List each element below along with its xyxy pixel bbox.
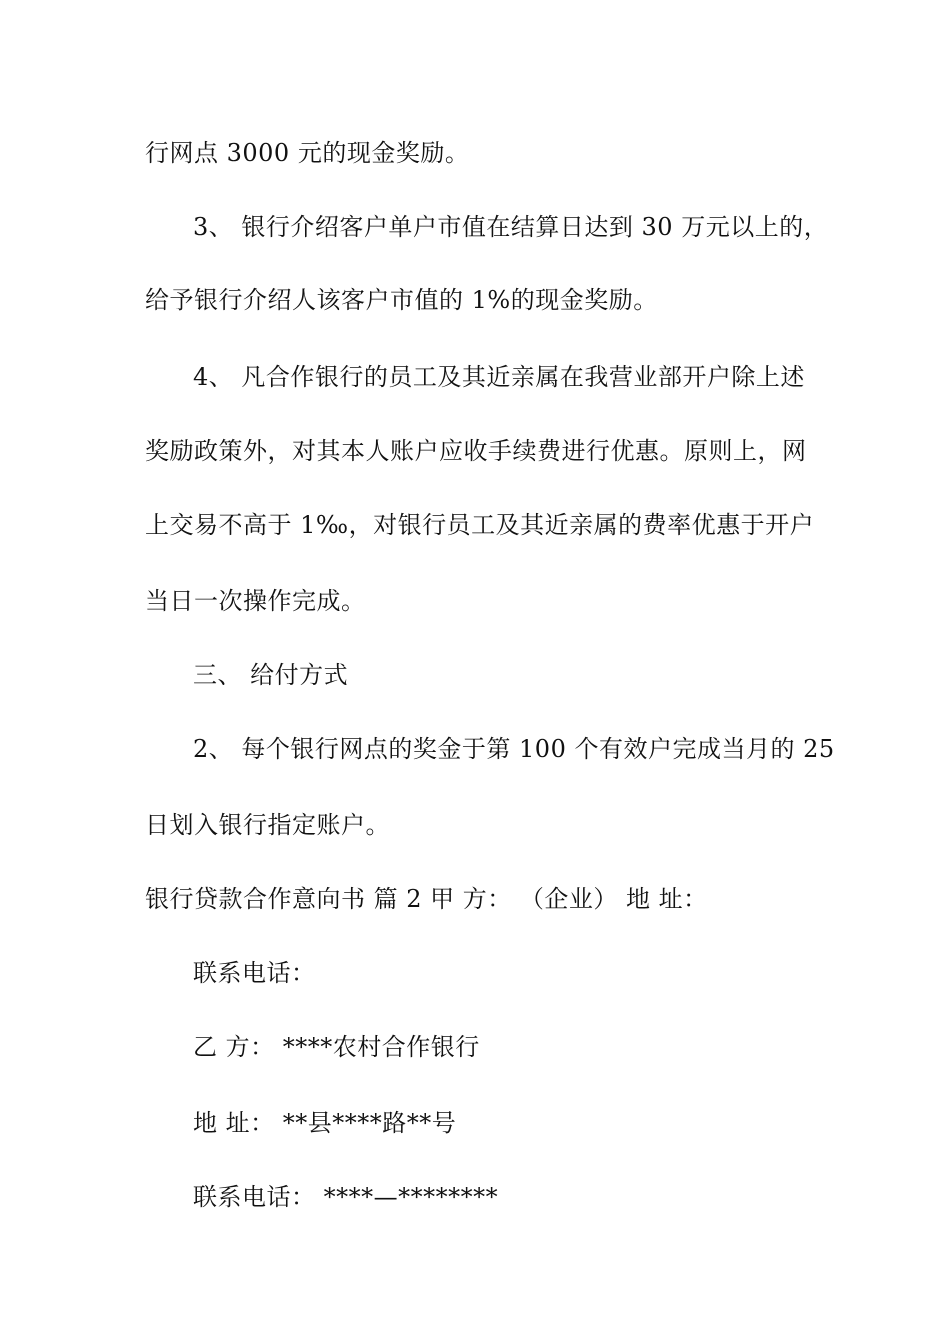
party-b-address: 地 址： **县****路**号 [193,1109,457,1137]
paragraph-line-9: 2、 每个银行网点的奖金于第 100 个有效户完成当月的 25 [193,735,835,763]
section-heading-payment: 三、 给付方式 [193,661,349,689]
party-a-phone-label: 联系电话： [193,959,316,987]
paragraph-line-4: 4、 凡合作银行的员工及其近亲属在我营业部开户除上述 [193,363,805,391]
paragraph-line-10: 日划入银行指定账户。 [145,811,390,839]
paragraph-line-3: 给予银行介绍人该客户市值的 1%的现金奖励。 [145,286,658,314]
paragraph-line-2: 3、 银行介绍客户单户市值在结算日达到 30 万元以上的， [193,213,829,241]
party-b-name: 乙 方： ****农村合作银行 [193,1033,480,1061]
paragraph-line-7: 当日一次操作完成。 [145,587,366,615]
paragraph-line-1: 行网点 3000 元的现金奖励。 [145,139,470,167]
party-b-phone: 联系电话： ****—******** [193,1183,499,1211]
document-title-line: 银行贷款合作意向书 篇 2 甲 方： （企业） 地 址： [145,885,708,913]
paragraph-line-5: 奖励政策外，对其本人账户应收手续费进行优惠。原则上，网 [145,437,807,465]
paragraph-line-6: 上交易不高于 1‰，对银行员工及其近亲属的费率优惠于开户 [145,511,815,539]
